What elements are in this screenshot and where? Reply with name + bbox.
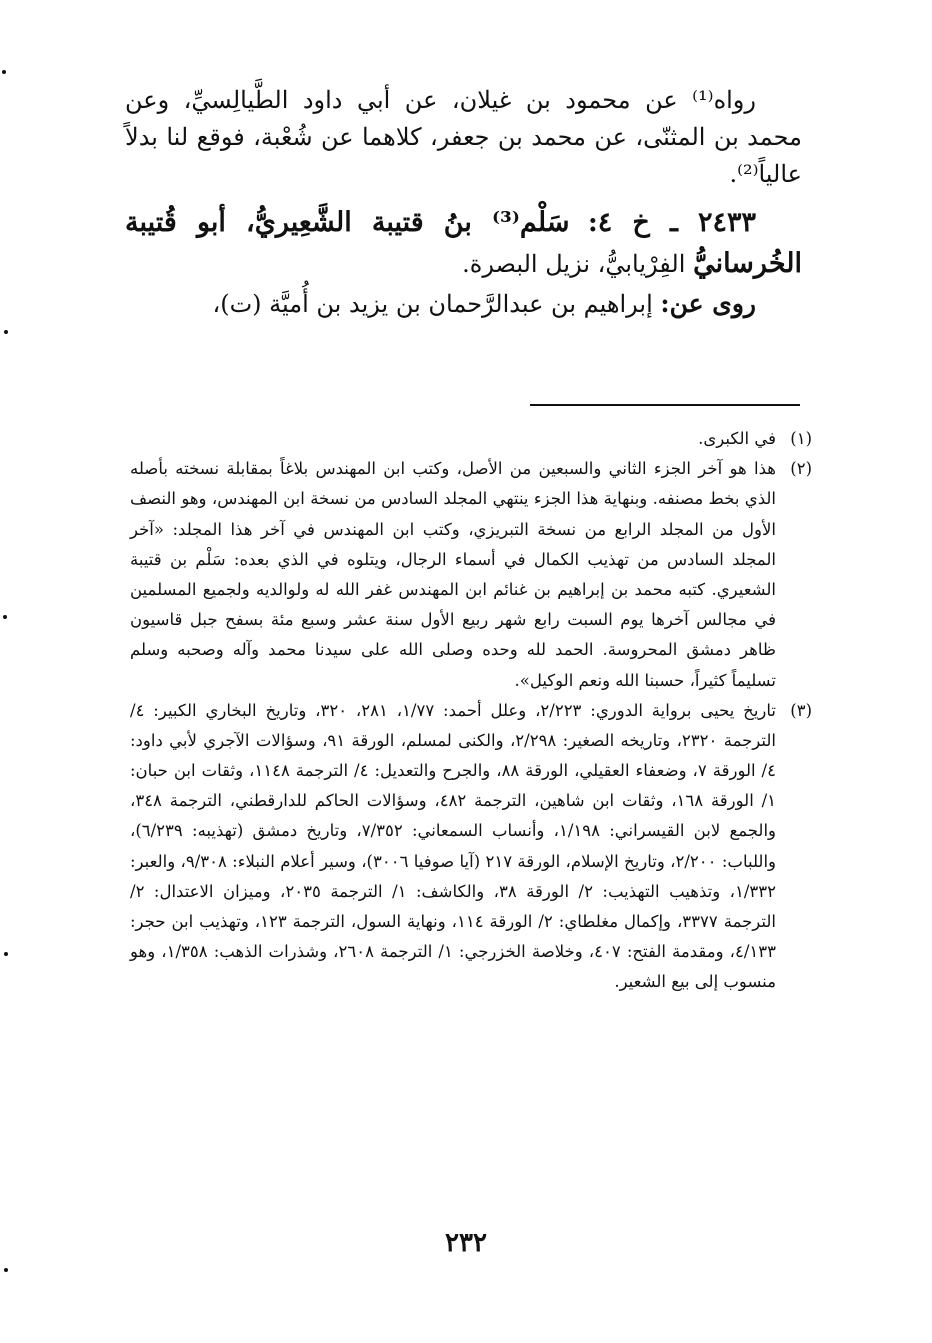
- scan-speck: [3, 615, 7, 619]
- footnote-text: هذا هو آخر الجزء الثاني والسبعين من الأصل، وكتب ابن المهندس بلاغاً بمقابلة نسخته بأصله الذي بخط مصنفه. وبنهاية هذا الجزء ينتهي المجلد السادس من نسخة ابن المهندس، وهو النصف الأول من المجلد الرابع من نسخة التبريزي، وكتب ابن المهندس في آخر هذا المجلد: «آخر المجلد السادس من تهذيب الكمال في أسماء الرجال، ويتلوه في الذي بعده: سَلْم بن قتيبة الشعيري. كتبه محمد بن إبراهيم بن غنائم ابن المهندس غفر الله له ولوالديه ولجميع المسلمين في مجالس آخرها يوم السبت رابع شهر ربيع الأول سنة عشر وسبع مئة بسفح جبل قاسيون ظاهر دمشق المحروسة. الحمد لله وحده وصلى الله على سيدنا محمد وآله وصحبه وسلم تسليماً كثيراً، حسبنا الله ونعم الوكيل».: [130, 459, 776, 690]
- entry-name: سَلْم⁽³⁾ بنُ قتيبة الشَّعِيريُّ، أبو قُتيبة الخُرسانيُّ: [125, 206, 802, 280]
- footnotes: [130, 424, 812, 998]
- rowa-line: [125, 285, 802, 324]
- scan-speck: [4, 952, 8, 956]
- footnote-1: [130, 424, 812, 454]
- main-text: [125, 82, 802, 324]
- footnote-marker: (١): [790, 429, 812, 448]
- biography-entry: [125, 202, 802, 286]
- scan-speck: [4, 1268, 8, 1272]
- footnote-3: [130, 696, 812, 998]
- footnote-marker: (٢): [790, 459, 812, 479]
- entry-number: ٢٤٣٣ ـ خ ٤:: [587, 206, 756, 238]
- rowa-label: روى عن:: [660, 289, 756, 319]
- page-number: ٢٣٢: [445, 1228, 487, 1258]
- footnote-marker: (٣): [790, 700, 812, 720]
- rowa-text: إبراهيم بن عبدالرَّحمان بن يزيد بن أُميَّة (ت)،: [212, 290, 653, 319]
- scan-speck: [2, 70, 6, 74]
- footnote-separator: [530, 404, 800, 406]
- entry-continuation: الفِرْيابيُّ، نزيل البصرة.: [462, 250, 686, 279]
- scan-speck: [4, 330, 8, 334]
- footnote-2: [130, 454, 812, 696]
- footnote-text: تاريخ يحيى برواية الدوري: ٢/٢٢٣، وعلل أحمد: ١/٧٧، ٢٨١، ٣٢٠، وتاريخ البخاري الكبير: ٤/ الترجمة ٢٣٢٠، وتاريخه الصغير: ٢/٢٩٨، والكنى لمسلم، الورقة ٩١، وسؤالات الآجري لأبي داود: ٤/ الورقة ٧، وضعفاء العقيلي، الورقة ٨٨، والجرح والتعديل: ٤/ الترجمة ١١٤٨، وثقات ابن حبان: ١/ الورقة ١٦٨، وثقات ابن شاهين، الترجمة ٤٨٢، وسؤالات الحاكم للدارقطني، الترجمة ٣٤٨، والجمع لابن القيسراني: ١/١٩٨، وأنساب السمعاني: ٧/٣٥٢، وتاريخ دمشق (تهذيبه: ٦/٢٣٩)، واللباب: ٢/٢٠٠، وتاريخ الإسلام، الورقة ٢١٧ (آيا صوفيا ٣٠٠٦)، وسير أعلام النبلاء: ٩/٣٠٨، والعبر: ١/٣٣٢، وتذهيب التهذيب: ٢/ الورقة ٣٨، والكاشف: ١/ الترجمة ٢٠٣٥، وميزان الاعتدال: ٢/ الترجمة ٣٣٧٧، وإكمال مغلطاي: ٢/ الورقة ١١٤، ونهاية السول، الترجمة ١٢٣، وتهذيب ابن حجر: ٤/١٣٣، ومقدمة الفتح: ٤٠٧، وخلاصة الخزرجي: ١/ الترجمة ٢٦٠٨، وشذرات الذهب: ١/٣٥٨، وهو منسوب إلى بيع الشعير.: [130, 700, 777, 992]
- intro-paragraph: رواه⁽¹⁾ عن محمود بن غيلان، عن أبي داود الطَّيالِسيِّ، وعن محمد بن المثنّى، عن محمد بن جعفر، كلاهما عن شُعْبة، فوقع لنا بدلاً عالياً⁽²⁾.: [125, 86, 802, 189]
- footnote-text: في الكبرى.: [698, 429, 776, 448]
